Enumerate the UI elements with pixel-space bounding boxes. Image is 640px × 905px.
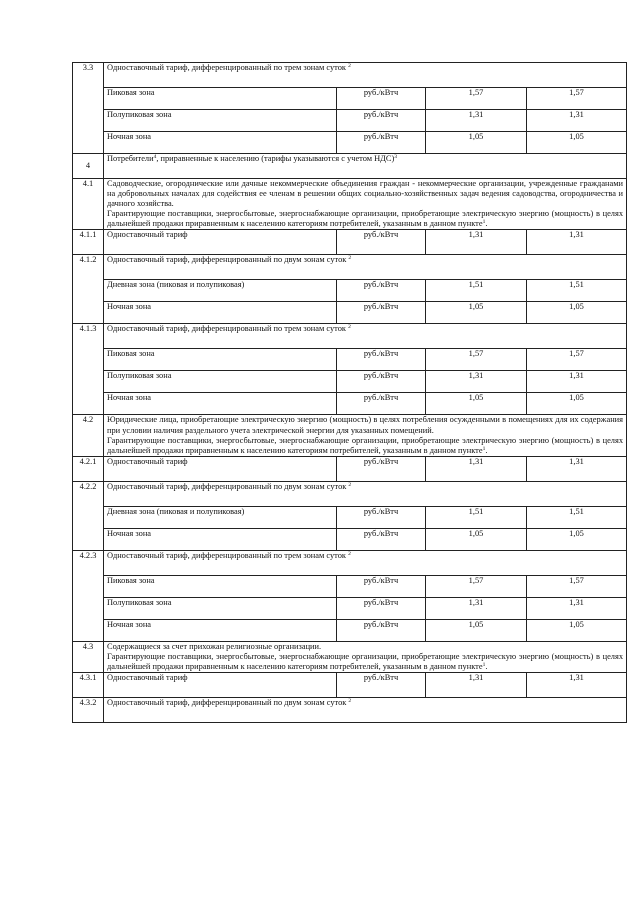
value-text: 1,05 <box>468 528 484 538</box>
value-period-1 <box>426 619 527 641</box>
row-number-text: 4 <box>85 160 91 170</box>
unit-text: руб./кВтч <box>363 575 399 585</box>
table-row <box>73 506 627 528</box>
value-text: 1,51 <box>569 506 584 516</box>
table-row <box>73 154 627 179</box>
row-number-text: 4.1.3 <box>79 324 97 334</box>
value-period-1 <box>426 393 527 415</box>
zone-name <box>104 506 337 528</box>
zone-name-text: Полупиковая зона <box>107 371 172 381</box>
value-text: 1,57 <box>569 349 584 359</box>
tariff-name-text: Одноставочный тариф <box>107 456 188 466</box>
row-number-text: 4.2.1 <box>79 456 97 466</box>
row-number-text: 4.3.2 <box>79 698 97 708</box>
tariff-name <box>104 456 337 481</box>
value-period-1 <box>426 673 527 698</box>
value-period-1 <box>426 230 527 255</box>
zone-name <box>104 132 337 154</box>
section-title <box>104 63 627 88</box>
value-text: 1,05 <box>468 302 484 312</box>
table-row <box>73 528 627 550</box>
supplier-tail: . <box>485 445 488 455</box>
row-number <box>73 698 104 723</box>
supplier-paragraph <box>107 436 623 456</box>
unit-text: руб./кВтч <box>363 673 399 683</box>
category-description <box>104 179 627 230</box>
row-number <box>73 673 104 698</box>
zone-name-text: Ночная зона <box>107 528 152 538</box>
category-description <box>104 641 627 672</box>
value-period-2 <box>527 280 627 302</box>
row-number-text: 4.2 <box>82 415 94 425</box>
unit-text: руб./кВтч <box>363 528 399 538</box>
row-number <box>73 179 104 230</box>
value-period-1 <box>426 528 527 550</box>
unit-text: руб./кВтч <box>363 302 399 312</box>
unit-cell <box>337 132 426 154</box>
zone-name-text: Пиковая зона <box>107 349 155 359</box>
value-text: 1,57 <box>468 575 484 585</box>
value-text: 1,57 <box>468 349 484 359</box>
value-text: 1,51 <box>468 280 484 290</box>
table-row <box>73 456 627 481</box>
value-text: 1,05 <box>569 302 584 312</box>
value-text: 1,51 <box>468 506 484 516</box>
table-row <box>73 619 627 641</box>
table-row <box>73 324 627 349</box>
table-row <box>73 110 627 132</box>
footnote-ref: 1 <box>482 662 486 669</box>
zone-name-text: Ночная зона <box>107 619 152 629</box>
zone-name <box>104 619 337 641</box>
value-period-1 <box>426 280 527 302</box>
category-description <box>104 415 627 456</box>
value-period-1 <box>426 349 527 371</box>
table-row <box>73 415 627 456</box>
value-text: 1,31 <box>468 230 484 240</box>
value-period-2 <box>527 528 627 550</box>
zone-name <box>104 393 337 415</box>
supplier-tail: . <box>485 662 488 672</box>
value-text: 1,05 <box>569 528 584 538</box>
unit-cell <box>337 619 426 641</box>
footnote-ref: 2 <box>348 481 352 488</box>
value-text: 1,57 <box>569 88 584 97</box>
row-number-text: 4.3 <box>82 641 94 651</box>
table-row <box>73 349 627 371</box>
zone-name-text: Пиковая зона <box>107 88 155 97</box>
supplier-text: Гарантирующие поставщики, энергосбытовые, энергоснабжающие организации, приобретающие электрическую энергию (мощность) в целях дальнейшей продажи приравненным к населению категориям потребителей, указанным в данном пункте <box>107 651 624 672</box>
zone-name <box>104 349 337 371</box>
value-text: 1,57 <box>569 575 584 585</box>
table-row <box>73 641 627 672</box>
value-period-1 <box>426 88 527 110</box>
description-paragraph: Юридические лица, приобретающие электрическую энергию (мощность) в целях потребления осужденными в помещениях для их содержания при условии наличия раздельного учета электрической энергии для указанных помещений. <box>107 415 624 435</box>
row-number-text: 4.2.3 <box>79 550 97 560</box>
value-period-1 <box>426 506 527 528</box>
value-period-1 <box>426 302 527 324</box>
unit-cell <box>337 528 426 550</box>
value-text: 1,31 <box>468 673 484 683</box>
value-period-2 <box>527 506 627 528</box>
value-text: 1,05 <box>468 393 484 403</box>
value-period-1 <box>426 371 527 393</box>
section-title <box>104 324 627 349</box>
section-title-text: Одноставочный тариф, дифференцированный по двум зонам суток <box>107 481 347 491</box>
table-row <box>73 63 627 88</box>
value-text: 1,31 <box>569 597 584 607</box>
supplier-paragraph <box>107 652 623 672</box>
row-number <box>73 641 104 672</box>
zone-name <box>104 597 337 619</box>
value-period-1 <box>426 575 527 597</box>
tariff-name-text: Одноставочный тариф <box>107 230 188 240</box>
zone-name <box>104 575 337 597</box>
value-text: 1,31 <box>569 110 584 119</box>
value-text: 1,31 <box>569 230 584 240</box>
table-row <box>73 302 627 324</box>
value-period-2 <box>527 371 627 393</box>
zone-name-text: Полупиковая зона <box>107 597 172 607</box>
row-number-text: 4.1 <box>82 179 94 188</box>
zone-name <box>104 528 337 550</box>
value-text: 1,05 <box>569 619 584 629</box>
section-title <box>104 481 627 506</box>
value-text: 1,31 <box>569 456 584 466</box>
value-text: 1,31 <box>569 673 584 683</box>
value-period-2 <box>527 349 627 371</box>
table-row <box>73 371 627 393</box>
footnote-ref: 4 <box>153 154 157 160</box>
unit-cell <box>337 575 426 597</box>
value-period-2 <box>527 597 627 619</box>
table-row <box>73 481 627 506</box>
unit-cell <box>337 280 426 302</box>
unit-text: руб./кВтч <box>363 371 399 381</box>
footnote-ref: 1 <box>482 219 486 226</box>
zone-name <box>104 280 337 302</box>
row-number <box>73 255 104 324</box>
table-row <box>73 575 627 597</box>
section-title-text: Одноставочный тариф, дифференцированный по трем зонам суток <box>107 324 346 334</box>
table-row <box>73 280 627 302</box>
unit-text: руб./кВтч <box>363 393 399 403</box>
footnote-ref: 1 <box>482 445 486 452</box>
value-text: 1,05 <box>468 132 484 141</box>
value-text: 1,31 <box>468 456 484 466</box>
supplier-tail: . <box>485 219 488 229</box>
tariff-name <box>104 230 337 255</box>
table-row <box>73 698 627 723</box>
unit-text: руб./кВтч <box>363 456 399 466</box>
value-period-1 <box>426 132 527 154</box>
table-row <box>73 673 627 698</box>
unit-text: руб./кВтч <box>363 349 399 359</box>
table-row <box>73 255 627 280</box>
value-period-2 <box>527 673 627 698</box>
unit-cell <box>337 349 426 371</box>
value-text: 1,57 <box>468 88 484 97</box>
description-paragraph: Садоводческие, огороднические или дачные некоммерческие объединения граждан - некоммерческие организации, учрежденные гражданами на добровольных началах для содействия ее членам в решении общих социально-хозяйственных задач ведения садоводства, огородничества и дачного хозяйства. <box>107 179 624 209</box>
value-period-2 <box>527 110 627 132</box>
table-row <box>73 597 627 619</box>
row-number <box>73 230 104 255</box>
section-title <box>104 550 627 575</box>
category-heading <box>104 154 627 179</box>
unit-cell <box>337 302 426 324</box>
zone-name <box>104 88 337 110</box>
footnote-ref: 2 <box>348 698 352 705</box>
value-period-2 <box>527 456 627 481</box>
unit-cell <box>337 110 426 132</box>
tariff-name-text: Одноставочный тариф <box>107 673 188 683</box>
value-period-2 <box>527 619 627 641</box>
value-period-2 <box>527 302 627 324</box>
section-title-text: Одноставочный тариф, дифференцированный по двум зонам суток <box>107 698 347 708</box>
value-period-2 <box>527 393 627 415</box>
unit-text: руб./кВтч <box>363 280 399 290</box>
zone-name-text: Ночная зона <box>107 302 152 312</box>
value-period-1 <box>426 597 527 619</box>
unit-cell <box>337 673 426 698</box>
table-row <box>73 132 627 154</box>
supplier-text: Гарантирующие поставщики, энергосбытовые, энергоснабжающие организации, приобретающие электрическую энергию (мощность) в целях дальнейшей продажи приравненным к населению категориям потребителей, указанным в данном пункте <box>107 435 624 455</box>
row-number-text: 4.1.2 <box>79 255 97 265</box>
zone-name <box>104 371 337 393</box>
row-number <box>73 550 104 641</box>
row-number <box>73 415 104 456</box>
table-row <box>73 550 627 575</box>
section-title-text: Одноставочный тариф, дифференцированный по трем зонам суток <box>107 63 346 72</box>
unit-cell <box>337 371 426 393</box>
zone-name-text: Ночная зона <box>107 132 152 141</box>
heading-text: Потребители <box>107 154 154 163</box>
row-number <box>73 63 104 154</box>
footnote-ref: 2 <box>348 63 351 69</box>
value-text: 1,05 <box>468 619 484 629</box>
tariff-name <box>104 673 337 698</box>
zone-name-text: Пиковая зона <box>107 575 155 585</box>
zone-name <box>104 302 337 324</box>
unit-cell <box>337 393 426 415</box>
heading-text-cont: , приравненные к населению (тарифы указываются с учетом НДС) <box>156 154 395 163</box>
footnote-ref: 2 <box>348 324 351 331</box>
unit-text: руб./кВтч <box>363 597 399 607</box>
value-text: 1,31 <box>468 597 484 607</box>
footnote-ref: 2 <box>348 255 352 262</box>
row-number-text: 3.3 <box>82 63 94 72</box>
value-text: 1,05 <box>569 393 584 403</box>
description-paragraph: Содержащиеся за счет прихожан религиозные организации. <box>107 641 322 651</box>
value-period-2 <box>527 88 627 110</box>
table-row <box>73 179 627 230</box>
section-title <box>104 255 627 280</box>
value-text: 1,51 <box>569 280 584 290</box>
row-number <box>73 154 104 179</box>
unit-text: руб./кВтч <box>363 132 399 141</box>
supplier-text: Гарантирующие поставщики, энергосбытовые, энергоснабжающие организации, приобретающие электрическую энергию (мощность) в целях дальнейшей продажи приравненным к населению категориям потребителей, указанным в данном пункте <box>107 209 624 229</box>
row-number-text: 4.2.2 <box>79 481 97 491</box>
section-title <box>104 698 627 723</box>
value-period-2 <box>527 575 627 597</box>
value-text: 1,31 <box>468 371 484 381</box>
row-number <box>73 456 104 481</box>
value-period-2 <box>527 230 627 255</box>
row-number-text: 4.1.1 <box>79 230 97 240</box>
unit-text: руб./кВтч <box>363 619 399 629</box>
row-number-text: 4.3.1 <box>79 673 97 683</box>
footnote-ref: 2 <box>348 550 351 557</box>
unit-cell <box>337 506 426 528</box>
value-text: 1,31 <box>468 110 484 119</box>
unit-text: руб./кВтч <box>363 230 399 240</box>
zone-name-text: Дневная зона (пиковая и полупиковая) <box>107 506 245 516</box>
zone-name <box>104 110 337 132</box>
table-row <box>73 230 627 255</box>
row-number <box>73 481 104 550</box>
unit-text: руб./кВтч <box>363 110 399 119</box>
value-period-1 <box>426 110 527 132</box>
value-text: 1,31 <box>569 371 584 381</box>
unit-cell <box>337 88 426 110</box>
tariff-table <box>72 62 627 723</box>
supplier-paragraph <box>107 209 623 229</box>
unit-text: руб./кВтч <box>363 506 399 516</box>
unit-cell <box>337 597 426 619</box>
section-title-text: Одноставочный тариф, дифференцированный по трем зонам суток <box>107 550 346 560</box>
value-period-2 <box>527 132 627 154</box>
zone-name-text: Ночная зона <box>107 393 152 403</box>
zone-name-text: Дневная зона (пиковая и полупиковая) <box>107 280 245 290</box>
section-title-text: Одноставочный тариф, дифференцированный по двум зонам суток <box>107 255 347 265</box>
table-row <box>73 393 627 415</box>
unit-cell <box>337 456 426 481</box>
value-period-1 <box>426 456 527 481</box>
zone-name-text: Полупиковая зона <box>107 110 172 119</box>
row-number <box>73 324 104 415</box>
table-row <box>73 88 627 110</box>
unit-text: руб./кВтч <box>363 88 399 97</box>
unit-cell <box>337 230 426 255</box>
value-text: 1,05 <box>569 132 584 141</box>
footnote-ref: 3 <box>394 154 398 160</box>
